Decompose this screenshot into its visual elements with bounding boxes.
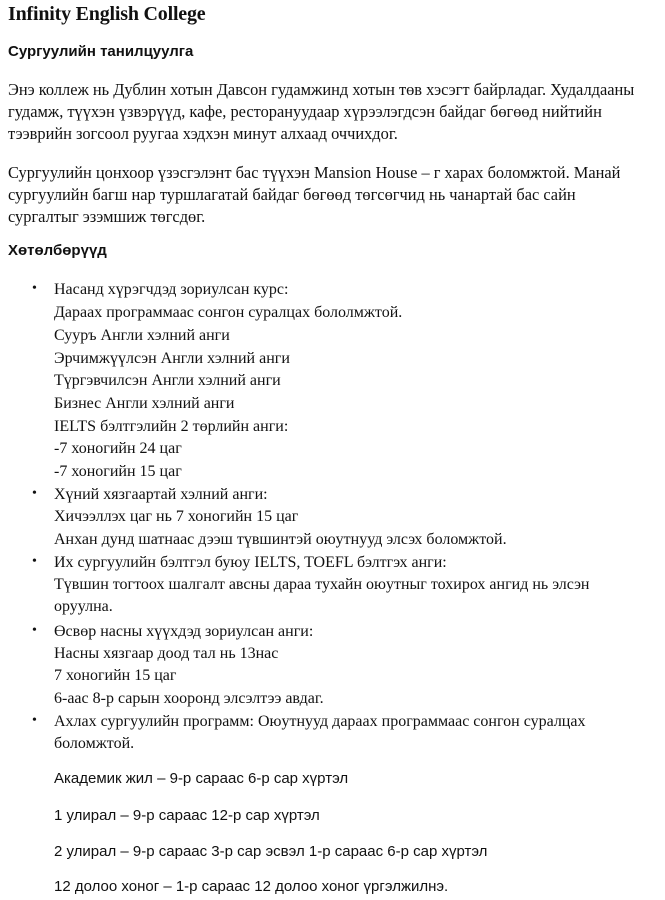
text-line: гудамж, түүхэн үзвэрүүд, кафе, ресторануудаар хүрээлэгдсэн байдаг бөгөөд нийтийн bbox=[8, 102, 602, 121]
list-item-line: Хичээллэх цаг нь 7 хоногийн 15 цаг bbox=[54, 508, 299, 525]
page-title: Infinity English College bbox=[8, 3, 206, 25]
list-item-line: -7 хоногийн 24 цаг bbox=[54, 440, 182, 457]
bullet: • bbox=[32, 281, 37, 296]
intro-heading: Сургуулийн танилцуулга bbox=[8, 43, 194, 60]
list-item-line: Насанд хүрэгчдэд зориулсан курс: bbox=[54, 281, 289, 298]
list-item-line: Ахлах сургуулийн программ: Оюутнууд дараах программаас сонгон суралцах bbox=[54, 713, 586, 730]
list-item-line: -7 хоногийн 15 цаг bbox=[54, 463, 182, 480]
schedule-line: Академик жил – 9-р сараас 6-р сар хүртэл bbox=[54, 770, 349, 787]
intro-paragraph-2 bbox=[8, 162, 663, 228]
bullet: • bbox=[32, 713, 37, 728]
schedule-line: 2 улирал – 9-р сараас 3-р сар эсвэл 1-р сараас 6-р сар хүртэл bbox=[54, 843, 488, 860]
list-item-line: Бизнес Англи хэлний анги bbox=[54, 395, 235, 412]
list-item-line: Анхан дунд шатнаас дээш түвшинтэй оюутнууд элсэх боломжтой. bbox=[54, 531, 507, 548]
intro-paragraph-1 bbox=[8, 79, 663, 145]
list-item-line: Түргэвчилсэн Англи хэлний анги bbox=[54, 372, 281, 389]
list-item-line: IELTS бэлтгэлийн 2 төрлийн анги: bbox=[54, 418, 289, 435]
bullet: • bbox=[32, 623, 37, 638]
list-item-line: Эрчимжүүлсэн Англи хэлний анги bbox=[54, 350, 290, 367]
programs-heading: Хөтөлбөрүүд bbox=[8, 242, 107, 259]
schedule-line: 1 улирал – 9-р сараас 12-р сар хүртэл bbox=[54, 807, 320, 824]
list-item-line: Насны хязгаар доод тал нь 13нас bbox=[54, 645, 279, 662]
list-item-line: оруулна. bbox=[54, 598, 113, 615]
list-item-line: 6-аас 8-р сарын хооронд элсэлтээ авдаг. bbox=[54, 690, 324, 707]
list-item-line: Сууръ Англи хэлний анги bbox=[54, 327, 230, 344]
list-item-line: 7 хоногийн 15 цаг bbox=[54, 667, 177, 684]
bullet: • bbox=[32, 486, 37, 501]
bullet: • bbox=[32, 554, 37, 569]
schedule-line: 12 долоо хоног – 1-р сараас 12 долоо хоног үргэлжилнэ. bbox=[54, 878, 449, 895]
text-line: сургалтыг эзэмшиж төгсдөг. bbox=[8, 207, 206, 226]
list-item-line: Өсвөр насны хүүхдэд зориулсан анги: bbox=[54, 623, 314, 640]
text-line: тээврийн зогсоол руугаа хэдхэн минут алхаад оччихдог. bbox=[8, 124, 398, 143]
list-item-line: Их сургуулийн бэлтгэл буюу IELTS, TOEFL бэлтгэх анги: bbox=[54, 554, 447, 571]
list-item-line: Хүний хязгаартай хэлний анги: bbox=[54, 486, 268, 503]
text-line: Энэ коллеж нь Дублин хотын Давсон гудамжинд хотын төв хэсэгт байрладаг. Худалдааны bbox=[8, 80, 635, 99]
text-line: сургуулийн багш нар туршлагатай байдаг бөгөөд төгсөгчид нь чанартай бас сайн bbox=[8, 185, 576, 204]
text-line: Сургуулийн цонхоор үзэсгэлэнт бас түүхэн Mansion House – г харах боломжтой. Манай bbox=[8, 163, 621, 182]
list-item-line: Түвшин тогтоох шалгалт авсны дараа тухайн оюутныг тохирох ангид нь элсэн bbox=[54, 576, 590, 593]
list-item-line: Дараах программаас сонгон суралцах бололмжтой. bbox=[54, 304, 403, 321]
list-item-line: боломжтой. bbox=[54, 735, 135, 752]
